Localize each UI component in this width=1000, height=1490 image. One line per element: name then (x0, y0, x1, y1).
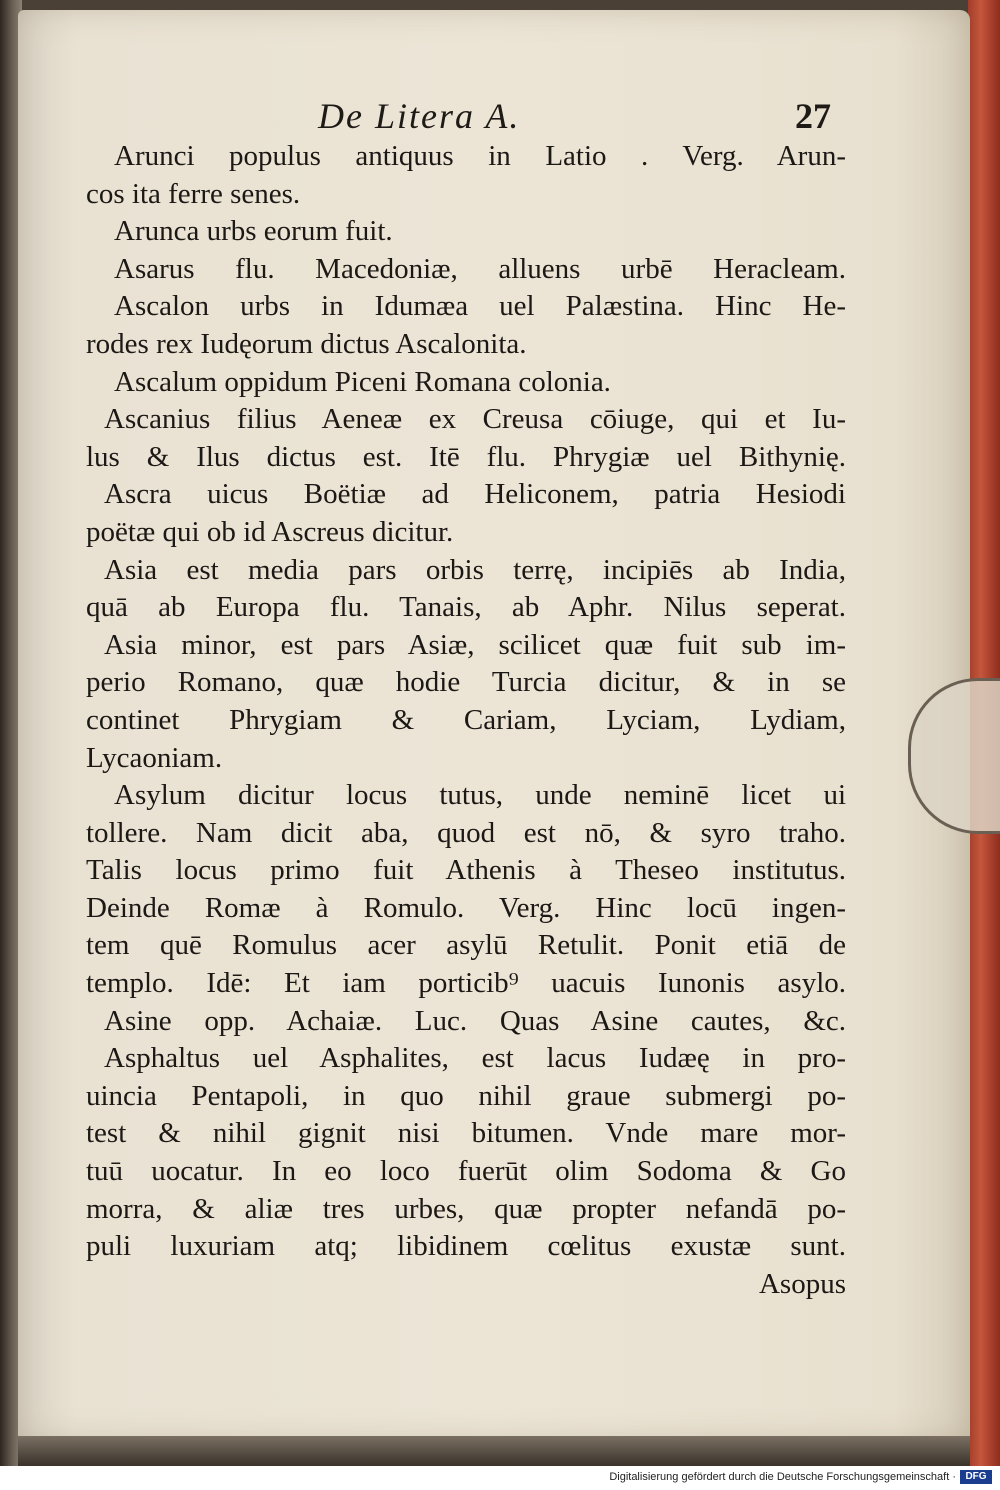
text-line: quā ab Europa flu. Tanais, ab Aphr. Nilus seperat. (86, 591, 846, 624)
text-line: Asarus flu. Macedoniæ, alluens urbē Heracleam. (114, 252, 846, 285)
text-line: Ascanius filius Aeneæ ex Creusa cōiuge, qui et Iu- (104, 403, 846, 436)
text-line: Asphaltus uel Asphalites, est lacus Iudæę in pro- (104, 1042, 846, 1075)
text-line: Deinde Romæ à Romulo. Verg. Hinc locū ingen- (86, 891, 846, 924)
text-line: morra, & aliæ tres urbes, quæ propter nefandā po- (86, 1192, 846, 1225)
text-line: Ascra uicus Boëtiæ ad Heliconem, patria Hesiodi (104, 478, 846, 511)
text-line: Ascalum oppidum Piceni Romana colonia. (114, 365, 611, 398)
text-line: perio Romano, quæ hodie Turcia dicitur, & in se (86, 666, 846, 699)
text-line: tollere. Nam dicit aba, quod est nō, & syro traho. (86, 816, 846, 849)
page-number: 27 (795, 96, 831, 136)
header-title: De Litera A. (318, 96, 521, 136)
text-line: Asine opp. Achaiæ. Luc. Quas Asine cautes, &c. (104, 1004, 846, 1037)
text-line: Arunca urbs eorum fuit. (114, 215, 393, 248)
text-line: cos ita ferre senes. (86, 177, 301, 210)
dfg-logo: DFG (960, 1470, 992, 1484)
text-line: Asylum dicitur locus tutus, unde neminē licet ui (114, 779, 846, 812)
text-line: test & nihil gignit nisi bitumen. Vnde mare mor- (86, 1117, 846, 1150)
catchword: Asopus (758, 1267, 846, 1300)
text-line: Lycaoniam. (86, 741, 223, 774)
text-line: continet Phrygiam & Cariam, Lyciam, Lydiam, (86, 703, 846, 736)
text-line: Talis locus primo fuit Athenis à Theseo institutus. (86, 854, 846, 887)
text-line: rodes rex Iudęorum dictus Ascalonita. (86, 327, 527, 360)
text-line: lus & Ilus dictus est. Itē flu. Phrygiæ uel Bithynię. (86, 440, 846, 473)
text-line: tuū uocatur. In eo loco fuerūt olim Sodoma & Go (86, 1155, 846, 1188)
text-line: uincia Pentapoli, in quo nihil graue submergi po- (86, 1079, 846, 1112)
text-line: Ascalon urbs in Idumæa uel Palæstina. Hinc He- (114, 290, 846, 323)
text-line: Asia minor, est pars Asiæ, scilicet quæ fuit sub im- (104, 628, 846, 661)
text-line: templo. Idē: Et iam porticib⁹ uacuis Iunonis asylo. (86, 967, 846, 1000)
text-line: tem quē Romulus acer asylū Retulit. Ponit etiā de (86, 929, 846, 962)
text-line: poëtæ qui ob id Ascreus dicitur. (86, 515, 454, 548)
page-bottom-shadow (18, 1436, 970, 1466)
digitization-credit: Digitalisierung gefördert durch die Deutsche Forschungsgemeinschaft · (609, 1471, 956, 1483)
text-line: puli luxuriam atq; libidinem cœlitus exustæ sunt. (86, 1230, 846, 1263)
text-line: Arunci populus antiquus in Latio . Verg. Arun- (114, 140, 846, 172)
text-block (86, 138, 846, 1303)
text-line: Asia est media pars orbis terrę, incipiēs ab India, (104, 553, 846, 586)
